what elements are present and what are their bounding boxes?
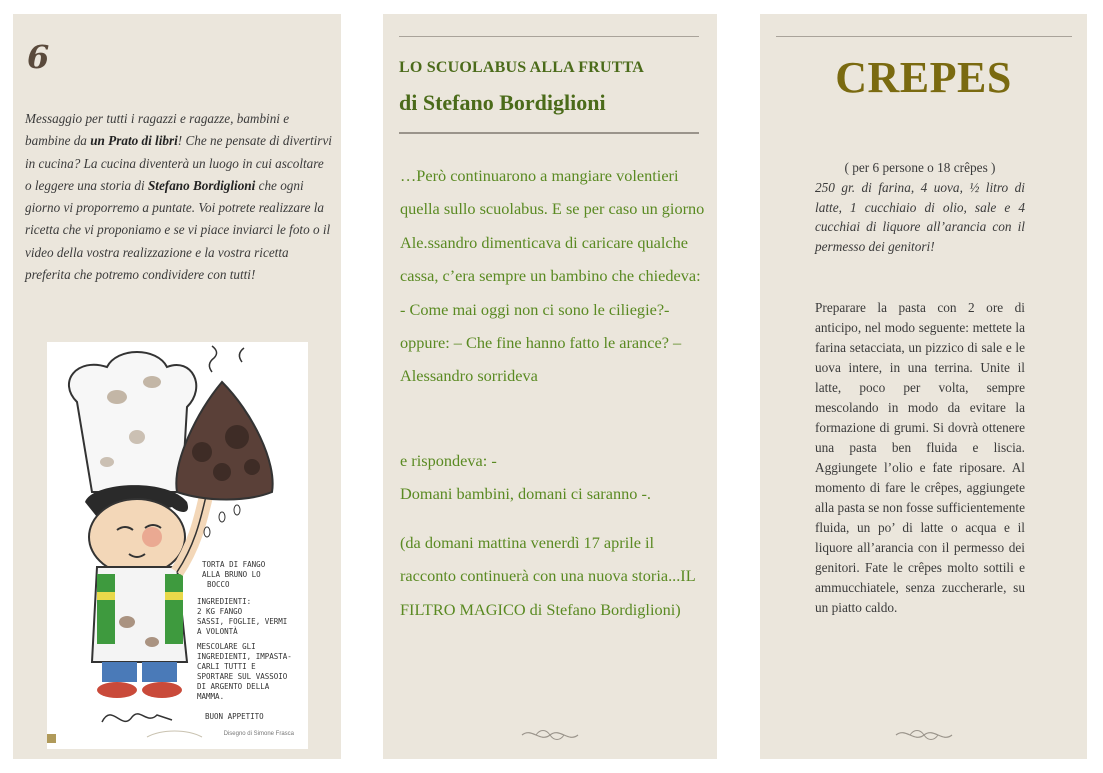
page-left bbox=[13, 14, 341, 759]
story-text-3: Domani bambini, domani ci saranno -. bbox=[400, 484, 651, 504]
intro-text-1: Messaggio per tutti i ragazzi e ragazze, bambini e bambine da bbox=[25, 111, 290, 149]
intro-text-2: un Prato di libri bbox=[90, 133, 178, 149]
story-paragraph-2 bbox=[400, 444, 710, 511]
corner-logo bbox=[47, 734, 56, 743]
page-middle bbox=[383, 14, 717, 759]
hand-line-3: BOCCO bbox=[207, 580, 230, 589]
intro-message bbox=[25, 108, 333, 286]
intro-text-5: che ogni giorno vi proporremo a puntate. Voi potrete realizzare la ricetta che vi proponiamo e se vi piace inviarci le foto o il video della vostra realizzazione e la vostra ricetta preferita che potremo condividere con tutti! bbox=[25, 177, 331, 283]
hand-line-10: CARLI TUTTI E bbox=[197, 662, 256, 671]
top-rule-right bbox=[776, 36, 1072, 37]
hand-line-8: MESCOLARE GLI bbox=[197, 642, 256, 651]
page-number: 6 bbox=[27, 38, 50, 76]
intro-text-4: Stefano Bordiglioni bbox=[147, 177, 256, 193]
hand-line-2: ALLA BRUNO LO bbox=[202, 570, 261, 579]
top-rule bbox=[399, 36, 699, 37]
ingredients-list: 250 gr. di farina, 4 uova, ½ litro di latte, 1 cucchiaio di olio, sale e 4 cucchiai di liquore all’arancia con il permesso dei genitori! bbox=[815, 179, 1025, 255]
recipe-title: CREPES bbox=[835, 53, 1012, 102]
hand-line-14: BUON APPETITO bbox=[205, 712, 264, 721]
page-right bbox=[760, 14, 1087, 759]
story-paragraph-1 bbox=[400, 159, 710, 393]
recipe-method: Preparare la pasta con 2 ore di anticipo, nel modo seguente: mettete la farina setacciata, un pizzico di sale e le uova intere, in una terrina. Unite il latte, poco per volta, sempre mescolando in modo da evitare la formazione di grumi. Si dovrà ottenere una pasta ben fluida e liscia. Aggiungete l’olio e fate riposare. Al momento di fare le crêpes, aggiungete alla pasta se non fosse sufficientemente fluida, un po’ di latte o acqua e il liquore all’arancia con il permesso dei genitori. Fate le crêpes molto sottili e ammucchiatele, senza zuccherarle, su un piatto caldo. bbox=[815, 300, 1025, 615]
hand-line-7: A VOLONTÀ bbox=[197, 627, 238, 636]
hand-line-9: INGREDIENTI, IMPASTA- bbox=[197, 652, 292, 661]
story-paragraph-3 bbox=[400, 526, 710, 626]
hand-line-6: SASSI, FOGLIE, VERMI bbox=[197, 617, 288, 626]
story-text-4: (da domani mattina venerdì 17 aprile il racconto continuerà con una nuova storia...IL FILTRO MAGICO di Stefano Bordiglioni) bbox=[400, 533, 696, 619]
flourish-ornament-icon-right bbox=[892, 725, 956, 745]
recipe-ingredients bbox=[815, 158, 1025, 257]
story-text-1: …Però continuarono a mangiare volentieri quella sullo scuolabus. E se per caso un giorno Ale.ssandro dimenticava di caricare qualche cassa, c’era sempre un bambino che chiedeva: - Come mai oggi non ci sono le ciliegie?- oppure: – Che fine hanno fatto le arance? – Alessandro sorrideva bbox=[400, 166, 705, 386]
story-author: di Stefano Bordiglioni bbox=[399, 90, 606, 115]
hand-line-5: 2 KG FANGO bbox=[197, 607, 243, 616]
illustration-svg bbox=[47, 342, 308, 749]
story-title: LO SCUOLABUS ALLA FRUTTA bbox=[399, 59, 645, 76]
hand-line-13: MAMMA. bbox=[197, 692, 225, 701]
chef-boy-with-cake-drawing bbox=[47, 342, 308, 749]
illustration-credit: Disegno di Simone Frasca bbox=[223, 731, 294, 737]
flourish-ornament-icon bbox=[518, 725, 582, 745]
story-text-2: e rispondeva: - bbox=[400, 451, 497, 470]
hand-line-4: INGREDIENTI: bbox=[197, 597, 252, 606]
hand-line-12: DI ARGENTO DELLA bbox=[197, 682, 270, 691]
hand-line-1: TORTA DI FANGO bbox=[202, 560, 266, 569]
hand-line-11: SPORTARE SUL VASSOIO bbox=[197, 672, 288, 681]
recipe-servings: ( per 6 persone o 18 crêpes ) bbox=[844, 160, 996, 175]
title-rule bbox=[399, 132, 699, 134]
intro-text-3: ! Che ne pensate di divertirvi in cucina? La cucina diventerà un luogo in cui ascoltare o leggere una storia di bbox=[25, 133, 332, 193]
